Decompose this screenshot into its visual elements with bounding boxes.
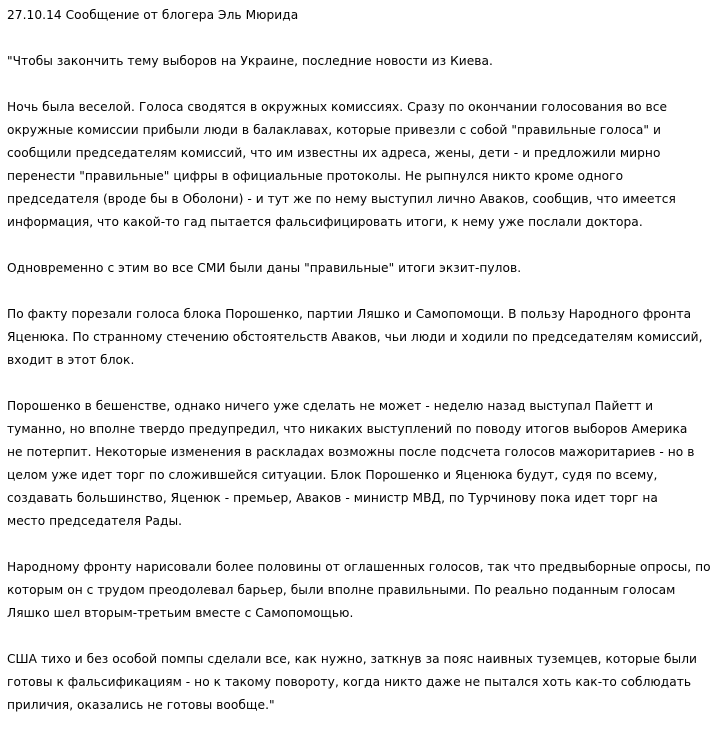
paragraph xyxy=(7,556,715,625)
paragraph-line: приличия, оказались не готовы вообще." xyxy=(7,698,275,712)
paragraph-spacer xyxy=(7,372,715,395)
paragraph-line: создавать большинство, Яценюк - премьер, Аваков - министр МВД, по Турчинову пока идет торг на xyxy=(7,491,658,505)
paragraph-spacer xyxy=(7,625,715,648)
post-date: 27.10.14 xyxy=(7,8,62,22)
paragraph-line: Яценюка. По странному стечению обстоятельств Аваков, чьи люди и ходили по председателям комиссий, xyxy=(7,330,703,344)
paragraph xyxy=(7,50,715,73)
paragraph-line: По факту порезали голоса блока Порошенко, партии Ляшко и Самопомощи. В пользу Народного фронта xyxy=(7,307,692,321)
paragraph-list xyxy=(7,50,715,717)
paragraph-line: входит в этот блок. xyxy=(7,353,135,367)
paragraph-line: целом уже идет торг по сложившейся ситуации. Блок Порошенко и Яценюка будут, судя по всему, xyxy=(7,468,658,482)
paragraph xyxy=(7,303,715,372)
paragraph-line: "Чтобы закончить тему выборов на Украине, последние новости из Киева. xyxy=(7,54,493,68)
paragraph xyxy=(7,395,715,533)
post-title: Сообщение от блогера Эль Мюрида xyxy=(65,8,299,22)
paragraph-line: председателя (вроде бы в Оболони) - и тут же по нему выступил лично Аваков, сообщив, что имеется xyxy=(7,192,676,206)
paragraph-line: туманно, но вполне твердо предупредил, что никаких выступлений по поводу итогов выборов Америка xyxy=(7,422,688,436)
paragraph-line: Порошенко в бешенстве, однако ничего уже сделать не может - неделю назад выступал Пайетт и xyxy=(7,399,654,413)
document-body xyxy=(7,4,715,717)
paragraph-spacer xyxy=(7,73,715,96)
paragraph xyxy=(7,96,715,234)
paragraph-line: окружные комиссии прибыли люди в балаклавах, которые привезли с собой "правильные голоса" и xyxy=(7,123,661,137)
paragraph-line: Народному фронту нарисовали более половины от оглашенных голосов, так что предвыборные опросы, по xyxy=(7,560,711,574)
paragraph-line: Одновременно с этим во все СМИ были даны "правильные" итоги экзит-пулов. xyxy=(7,261,522,275)
paragraph-line: Ляшко шел вторым-третьим вместе с Самопомощью. xyxy=(7,606,354,620)
paragraph xyxy=(7,648,715,717)
paragraph-line: готовы к фальсификациям - но к такому повороту, когда никто даже не пытался хоть как-то соблюдать xyxy=(7,675,692,689)
paragraph-line: информация, что какой-то гад пытается фальсифицировать итоги, к нему уже послали доктора. xyxy=(7,215,643,229)
paragraph-line: место председателя Рады. xyxy=(7,514,183,528)
paragraph-line: которым он с трудом преодолевал барьер, были вполне правильными. По реально поданным голосам xyxy=(7,583,676,597)
paragraph-spacer xyxy=(7,234,715,257)
paragraph-spacer xyxy=(7,280,715,303)
paragraph-line: Ночь была веселой. Голоса сводятся в окружных комиссиях. Сразу по окончании голосования во все xyxy=(7,100,668,114)
paragraph xyxy=(7,257,715,280)
paragraph-line: США тихо и без особой помпы сделали все, как нужно, заткнув за пояс наивных туземцев, которые были xyxy=(7,652,698,666)
paragraph-line: сообщили председателям комиссий, что им известны их адреса, жены, дети - и предложили мирно xyxy=(7,146,661,160)
paragraph-line: перенести "правильные" цифры в официальные протоколы. Не рыпнулся никто кроме одного xyxy=(7,169,624,183)
spacer xyxy=(7,27,715,50)
post-heading xyxy=(7,4,715,27)
paragraph-spacer xyxy=(7,533,715,556)
paragraph-line: не потерпит. Некоторые изменения в раскладах возможны после подсчета голосов мажоритариев - но в xyxy=(7,445,695,459)
